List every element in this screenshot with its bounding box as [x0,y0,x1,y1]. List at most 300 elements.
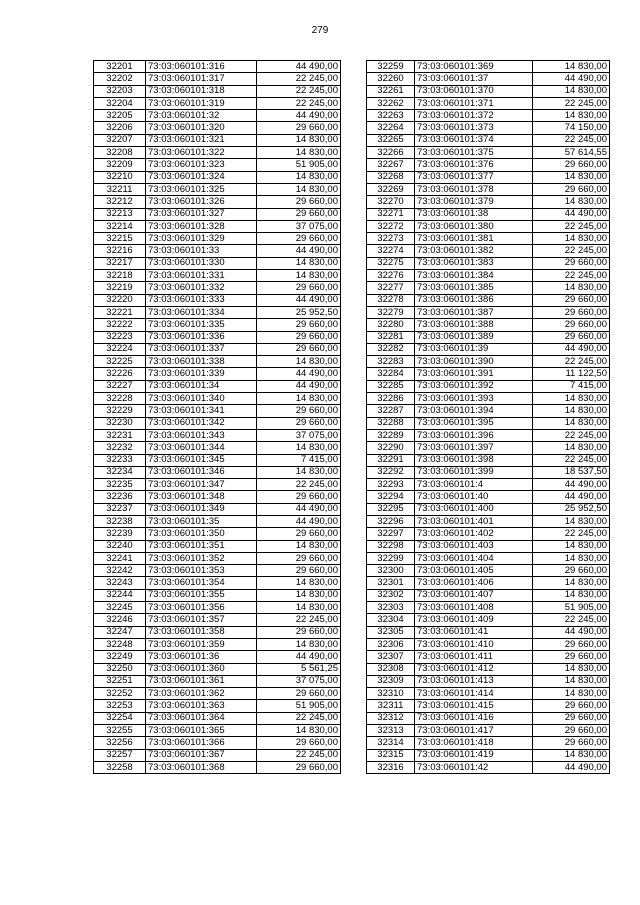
table-row [367,171,610,183]
cadastral-value: 14 830,00 [257,602,341,614]
cadastral-number: 73:03:060101:363 [146,700,257,712]
row-number: 32296 [367,515,415,527]
cadastral-number: 73:03:060101:369 [415,61,533,73]
cadastral-number: 73:03:060101:360 [146,663,257,675]
row-number: 32313 [367,725,415,737]
cadastral-value: 14 830,00 [533,110,610,122]
cadastral-number: 73:03:060101:337 [146,343,257,355]
cadastral-value: 57 614,55 [533,147,610,159]
table-row [367,528,610,540]
cadastral-value: 29 660,00 [257,208,341,220]
cadastral-value: 44 490,00 [533,761,610,773]
cadastral-value: 44 490,00 [257,294,341,306]
cadastral-value: 29 660,00 [533,257,610,269]
cadastral-value: 22 245,00 [257,73,341,85]
row-number: 32209 [94,159,146,171]
table-row [367,306,610,318]
table-row [94,393,341,405]
table-row [367,552,610,564]
row-number: 32262 [367,97,415,109]
cadastral-number: 73:03:060101:353 [146,565,257,577]
table-row [94,183,341,195]
table-row [94,700,341,712]
row-number: 32222 [94,319,146,331]
row-number: 32218 [94,270,146,282]
row-number: 32295 [367,503,415,515]
row-number: 32314 [367,737,415,749]
cadastral-value: 14 830,00 [257,540,341,552]
table-row [94,196,341,208]
cadastral-number: 73:03:060101:347 [146,479,257,491]
cadastral-number: 73:03:060101:38 [415,208,533,220]
row-number: 32302 [367,589,415,601]
row-number: 32285 [367,380,415,392]
cadastral-number: 73:03:060101:335 [146,319,257,331]
cadastral-value: 44 490,00 [257,380,341,392]
page-number: 279 [311,25,329,36]
table-row [94,171,341,183]
table-row [94,491,341,503]
row-number: 32283 [367,356,415,368]
table-row [367,183,610,195]
cadastral-number: 73:03:060101:358 [146,626,257,638]
cadastral-number: 73:03:060101:349 [146,503,257,515]
cadastral-number: 73:03:060101:417 [415,725,533,737]
cadastral-number: 73:03:060101:380 [415,220,533,232]
cadastral-value: 29 660,00 [533,159,610,171]
cadastral-value: 44 490,00 [533,479,610,491]
table-row [367,61,610,73]
table-row [367,577,610,589]
cadastral-value: 22 245,00 [533,97,610,109]
cadastral-number: 73:03:060101:388 [415,319,533,331]
cadastral-value: 14 830,00 [533,393,610,405]
cadastral-value: 22 245,00 [533,134,610,146]
cadastral-number: 73:03:060101:345 [146,454,257,466]
cadastral-value: 29 660,00 [257,233,341,245]
cadastral-number: 73:03:060101:322 [146,147,257,159]
row-number: 32311 [367,700,415,712]
table-row [94,688,341,700]
cadastral-value: 14 830,00 [533,577,610,589]
row-number: 32228 [94,393,146,405]
cadastral-number: 73:03:060101:41 [415,626,533,638]
cadastral-number: 73:03:060101:406 [415,577,533,589]
row-number: 32310 [367,688,415,700]
cadastral-value: 29 660,00 [257,282,341,294]
row-number: 32300 [367,565,415,577]
cadastral-number: 73:03:060101:389 [415,331,533,343]
cadastral-number: 73:03:060101:405 [415,565,533,577]
row-number: 32284 [367,368,415,380]
table-row [367,626,610,638]
row-number: 32235 [94,479,146,491]
cadastral-number: 73:03:060101:317 [146,73,257,85]
table-row [94,97,341,109]
row-number: 32279 [367,306,415,318]
cadastral-value: 14 830,00 [533,405,610,417]
table-row [367,602,610,614]
cadastral-value: 44 490,00 [533,626,610,638]
table-row [367,442,610,454]
cadastral-number: 73:03:060101:37 [415,73,533,85]
cadastral-value: 29 660,00 [533,737,610,749]
cadastral-value: 22 245,00 [533,245,610,257]
row-number: 32227 [94,380,146,392]
cadastral-value: 7 415,00 [533,380,610,392]
cadastral-number: 73:03:060101:327 [146,208,257,220]
cadastral-value: 29 660,00 [257,737,341,749]
table-row [94,540,341,552]
row-number: 32261 [367,85,415,97]
right-table-body [367,61,610,774]
cadastral-value: 11 122,50 [533,368,610,380]
row-number: 32216 [94,245,146,257]
table-row [367,282,610,294]
cadastral-value: 22 245,00 [533,454,610,466]
cadastral-number: 73:03:060101:336 [146,331,257,343]
table-row [94,220,341,232]
row-number: 32272 [367,220,415,232]
cadastral-number: 73:03:060101:402 [415,528,533,540]
table-row [367,233,610,245]
row-number: 32294 [367,491,415,503]
cadastral-value: 29 660,00 [533,331,610,343]
row-number: 32215 [94,233,146,245]
cadastral-number: 73:03:060101:375 [415,147,533,159]
cadastral-value: 14 830,00 [533,749,610,761]
cadastral-number: 73:03:060101:352 [146,552,257,564]
row-number: 32233 [94,454,146,466]
cadastral-value: 44 490,00 [257,368,341,380]
row-number: 32249 [94,651,146,663]
cadastral-value: 14 830,00 [257,725,341,737]
table-row [367,97,610,109]
table-row [367,405,610,417]
cadastral-value: 29 660,00 [257,196,341,208]
cadastral-number: 73:03:060101:398 [415,454,533,466]
row-number: 32260 [367,73,415,85]
cadastral-value: 14 830,00 [533,196,610,208]
row-number: 32266 [367,147,415,159]
cadastral-number: 73:03:060101:354 [146,577,257,589]
cadastral-number: 73:03:060101:341 [146,405,257,417]
row-number: 32281 [367,331,415,343]
row-number: 32306 [367,638,415,650]
cadastral-number: 73:03:060101:318 [146,85,257,97]
cadastral-value: 44 490,00 [257,651,341,663]
cadastral-value: 14 830,00 [533,442,610,454]
cadastral-value: 14 830,00 [533,417,610,429]
cadastral-value: 22 245,00 [257,614,341,626]
table-row [367,257,610,269]
table-row [94,663,341,675]
cadastral-number: 73:03:060101:33 [146,245,257,257]
table-row [94,233,341,245]
table-row [367,737,610,749]
table-row [367,73,610,85]
row-number: 32288 [367,417,415,429]
row-number: 32273 [367,233,415,245]
table-row [94,356,341,368]
table-row [367,565,610,577]
cadastral-value: 29 660,00 [533,725,610,737]
row-number: 32224 [94,343,146,355]
table-row [94,134,341,146]
cadastral-value: 44 490,00 [257,110,341,122]
row-number: 32239 [94,528,146,540]
table-row [94,712,341,724]
cadastral-value: 29 660,00 [533,319,610,331]
table-row [367,638,610,650]
cadastral-value: 37 075,00 [257,429,341,441]
row-number: 32250 [94,663,146,675]
row-number: 32205 [94,110,146,122]
cadastral-value: 29 660,00 [257,688,341,700]
row-number: 32264 [367,122,415,134]
table-row [94,515,341,527]
cadastral-number: 73:03:060101:382 [415,245,533,257]
table-row [367,515,610,527]
cadastral-number: 73:03:060101:390 [415,356,533,368]
table-row [94,761,341,773]
cadastral-value: 25 952,50 [533,503,610,515]
row-number: 32219 [94,282,146,294]
cadastral-value: 29 660,00 [257,319,341,331]
row-number: 32210 [94,171,146,183]
cadastral-value: 14 830,00 [257,393,341,405]
cadastral-number: 73:03:060101:386 [415,294,533,306]
cadastral-value: 22 245,00 [533,429,610,441]
cadastral-value: 29 660,00 [533,294,610,306]
cadastral-number: 73:03:060101:351 [146,540,257,552]
cadastral-value: 29 660,00 [257,417,341,429]
row-number: 32208 [94,147,146,159]
cadastral-value: 51 905,00 [257,700,341,712]
cadastral-number: 73:03:060101:416 [415,712,533,724]
cadastral-value: 14 830,00 [257,577,341,589]
cadastral-number: 73:03:060101:361 [146,675,257,687]
cadastral-value: 44 490,00 [533,73,610,85]
cadastral-number: 73:03:060101:355 [146,589,257,601]
table-row [94,61,341,73]
table-row [94,270,341,282]
table-row [367,85,610,97]
row-number: 32204 [94,97,146,109]
row-number: 32202 [94,73,146,85]
row-number: 32269 [367,183,415,195]
row-number: 32309 [367,675,415,687]
row-number: 32253 [94,700,146,712]
cadastral-value: 14 830,00 [257,147,341,159]
row-number: 32292 [367,466,415,478]
cadastral-value: 22 245,00 [257,97,341,109]
cadastral-value: 14 830,00 [533,282,610,294]
table-row [94,749,341,761]
row-number: 32276 [367,270,415,282]
table-row [367,208,610,220]
table-row [367,270,610,282]
cadastral-number: 73:03:060101:385 [415,282,533,294]
cadastral-value: 14 830,00 [533,589,610,601]
cadastral-number: 73:03:060101:396 [415,429,533,441]
table-row [94,466,341,478]
cadastral-value: 29 660,00 [533,183,610,195]
cadastral-number: 73:03:060101:326 [146,196,257,208]
row-number: 32289 [367,429,415,441]
cadastral-value: 44 490,00 [257,503,341,515]
cadastral-number: 73:03:060101:377 [415,171,533,183]
cadastral-value: 29 660,00 [257,626,341,638]
cadastral-number: 73:03:060101:383 [415,257,533,269]
cadastral-number: 73:03:060101:376 [415,159,533,171]
table-row [367,712,610,724]
row-number: 32308 [367,663,415,675]
row-number: 32238 [94,515,146,527]
row-number: 32303 [367,602,415,614]
cadastral-value: 29 660,00 [257,528,341,540]
cadastral-number: 73:03:060101:338 [146,356,257,368]
cadastral-value: 37 075,00 [257,675,341,687]
row-number: 32232 [94,442,146,454]
cadastral-value: 14 830,00 [533,233,610,245]
cadastral-number: 73:03:060101:324 [146,171,257,183]
cadastral-number: 73:03:060101:332 [146,282,257,294]
cadastral-value: 14 830,00 [257,257,341,269]
cadastral-number: 73:03:060101:412 [415,663,533,675]
cadastral-value: 22 245,00 [257,749,341,761]
table-row [94,737,341,749]
row-number: 32291 [367,454,415,466]
table-row [367,245,610,257]
table-row [94,122,341,134]
cadastral-value: 14 830,00 [257,134,341,146]
cadastral-value: 22 245,00 [533,528,610,540]
table-row [94,343,341,355]
cadastral-number: 73:03:060101:362 [146,688,257,700]
row-number: 32206 [94,122,146,134]
cadastral-value: 14 830,00 [257,442,341,454]
cadastral-number: 73:03:060101:34 [146,380,257,392]
cadastral-value: 29 660,00 [257,405,341,417]
row-number: 32263 [367,110,415,122]
cadastral-value: 22 245,00 [533,270,610,282]
table-row [367,196,610,208]
row-number: 32251 [94,675,146,687]
cadastral-number: 73:03:060101:319 [146,97,257,109]
cadastral-value: 29 660,00 [533,651,610,663]
row-number: 32286 [367,393,415,405]
cadastral-number: 73:03:060101:387 [415,306,533,318]
cadastral-number: 73:03:060101:395 [415,417,533,429]
cadastral-number: 73:03:060101:414 [415,688,533,700]
cadastral-number: 73:03:060101:408 [415,602,533,614]
cadastral-value: 29 660,00 [257,761,341,773]
table-row [367,220,610,232]
cadastral-number: 73:03:060101:419 [415,749,533,761]
row-number: 32274 [367,245,415,257]
row-number: 32248 [94,638,146,650]
cadastral-number: 73:03:060101:407 [415,589,533,601]
row-number: 32258 [94,761,146,773]
cadastral-value: 22 245,00 [257,85,341,97]
row-number: 32307 [367,651,415,663]
cadastral-number: 73:03:060101:35 [146,515,257,527]
table-row [367,343,610,355]
cadastral-number: 73:03:060101:409 [415,614,533,626]
cadastral-value: 22 245,00 [533,356,610,368]
row-number: 32225 [94,356,146,368]
cadastral-value: 29 660,00 [533,565,610,577]
cadastral-number: 73:03:060101:368 [146,761,257,773]
cadastral-value: 51 905,00 [533,602,610,614]
table-row [367,122,610,134]
cadastral-number: 73:03:060101:350 [146,528,257,540]
cadastral-number: 73:03:060101:39 [415,343,533,355]
cadastral-value: 14 830,00 [533,61,610,73]
cadastral-value: 18 537,50 [533,466,610,478]
row-number: 32207 [94,134,146,146]
cadastral-number: 73:03:060101:410 [415,638,533,650]
cadastral-value: 14 830,00 [533,663,610,675]
row-number: 32298 [367,540,415,552]
table-row [94,159,341,171]
left-table [93,60,341,774]
cadastral-number: 73:03:060101:342 [146,417,257,429]
row-number: 32270 [367,196,415,208]
cadastral-number: 73:03:060101:372 [415,110,533,122]
cadastral-number: 73:03:060101:339 [146,368,257,380]
cadastral-value: 44 490,00 [257,61,341,73]
cadastral-number: 73:03:060101:343 [146,429,257,441]
row-number: 32299 [367,552,415,564]
cadastral-value: 29 660,00 [533,700,610,712]
row-number: 32282 [367,343,415,355]
row-number: 32244 [94,589,146,601]
row-number: 32220 [94,294,146,306]
row-number: 32214 [94,220,146,232]
row-number: 32259 [367,61,415,73]
cadastral-value: 29 660,00 [257,565,341,577]
cadastral-number: 73:03:060101:415 [415,700,533,712]
table-row [94,602,341,614]
row-number: 32245 [94,602,146,614]
cadastral-number: 73:03:060101:329 [146,233,257,245]
cadastral-value: 14 830,00 [257,171,341,183]
cadastral-number: 73:03:060101:330 [146,257,257,269]
cadastral-value: 29 660,00 [257,122,341,134]
row-number: 32267 [367,159,415,171]
cadastral-number: 73:03:060101:391 [415,368,533,380]
cadastral-value: 44 490,00 [533,491,610,503]
cadastral-number: 73:03:060101:359 [146,638,257,650]
cadastral-number: 73:03:060101:394 [415,405,533,417]
row-number: 32265 [367,134,415,146]
cadastral-value: 29 660,00 [533,638,610,650]
cadastral-value: 22 245,00 [257,712,341,724]
cadastral-value: 14 830,00 [257,356,341,368]
row-number: 32271 [367,208,415,220]
table-row [94,257,341,269]
table-row [94,565,341,577]
cadastral-number: 73:03:060101:373 [415,122,533,134]
cadastral-number: 73:03:060101:321 [146,134,257,146]
row-number: 32240 [94,540,146,552]
table-row [94,282,341,294]
row-number: 32287 [367,405,415,417]
table-row [367,675,610,687]
row-number: 32226 [94,368,146,380]
